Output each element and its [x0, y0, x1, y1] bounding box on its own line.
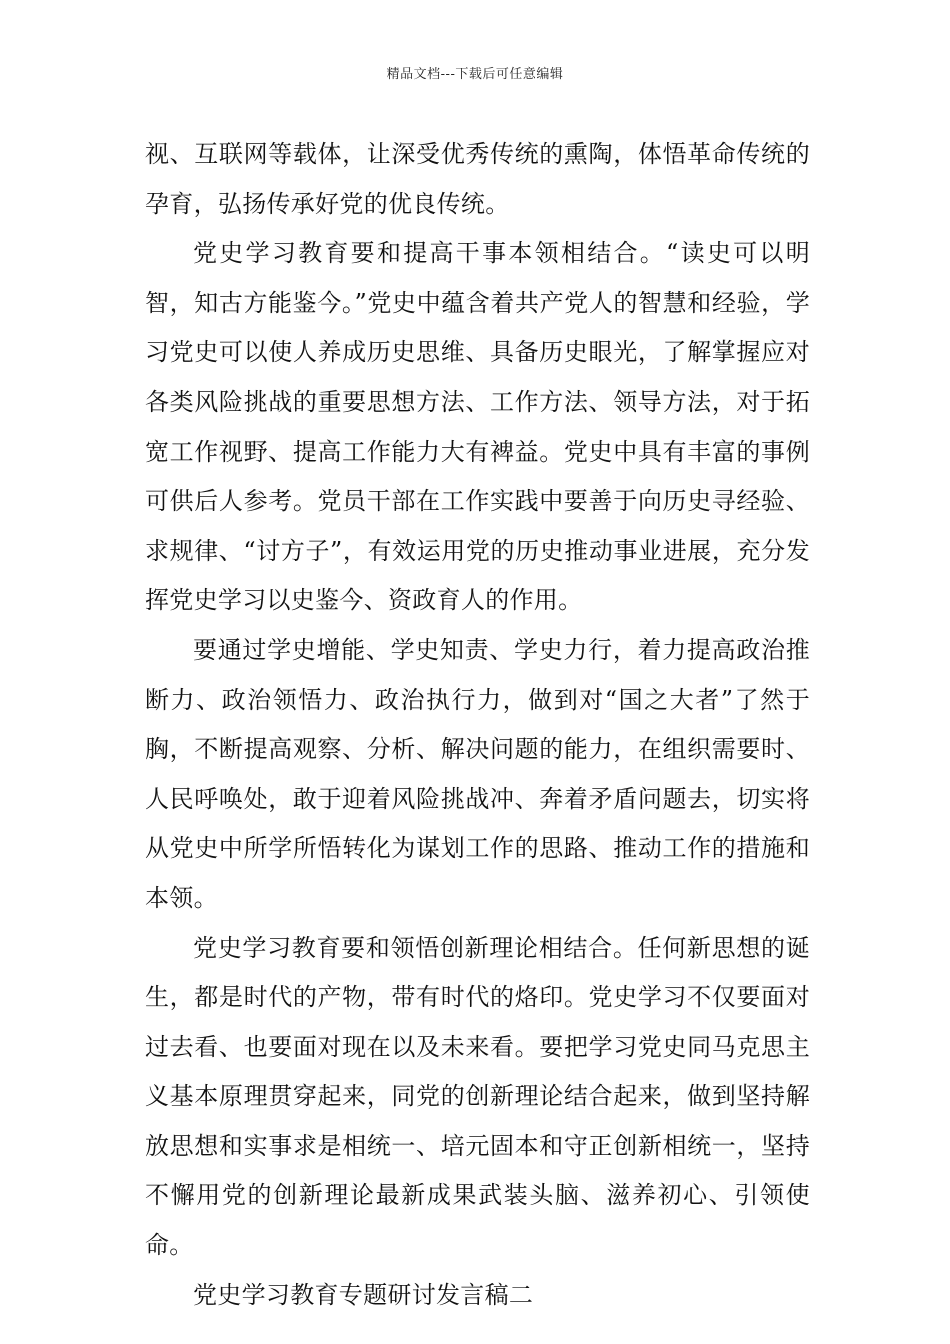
- paragraph-3: 要通过学史增能、学史知责、学史力行，着力提高政治推断力、政治领悟力、政治执行力，做到对“国之大者”了然于胸，不断提高观察、分析、解决问题的能力，在组织需要时、人民呼唤处，敢于迎着风险挑战冲、奔着矛盾问题去，切实将从党史中所学所悟转化为谋划工作的思路、推动工作的措施和本领。: [145, 635, 810, 912]
- paragraph-4: 党史学习教育要和领悟创新理论相结合。任何新思想的诞生，都是时代的产物，带有时代的烙印。党史学习不仅要面对过去看、也要面对现在以及未来看。要把学习党史同马克思主义基本原理贯穿起来，同党的创新理论结合起来，做到坚持解放思想和实事求是相统一、培元固本和守正创新相统一，坚持不懈用党的创新理论最新成果武装头脑、滋养初心、引领使命。: [145, 933, 810, 1260]
- paragraph-2: 党史学习教育要和提高干事本领相结合。“读史可以明智，知古方能鉴今。”党史中蕴含着共产党人的智慧和经验，学习党史可以使人养成历史思维、具备历史眼光，了解掌握应对各类风险挑战的重要思想方法、工作方法、领导方法，对于拓宽工作视野、提高工作能力大有裨益。党史中具有丰富的事例可供后人参考。党员干部在工作实践中要善于向历史寻经验、求规律、“讨方子”，有效运用党的历史推动事业进展，充分发挥党史学习以史鉴今、资政育人的作用。: [145, 239, 810, 615]
- document-body: [145, 130, 810, 1320]
- page-header: 精品文档---下载后可任意编辑: [386, 67, 564, 82]
- paragraph-1: 视、互联网等载体，让深受优秀传统的熏陶，体悟革命传统的孕育，弘扬传承好党的优良传统。: [145, 140, 810, 218]
- section-heading: 党史学习教育专题研讨发言稿二: [193, 1280, 534, 1309]
